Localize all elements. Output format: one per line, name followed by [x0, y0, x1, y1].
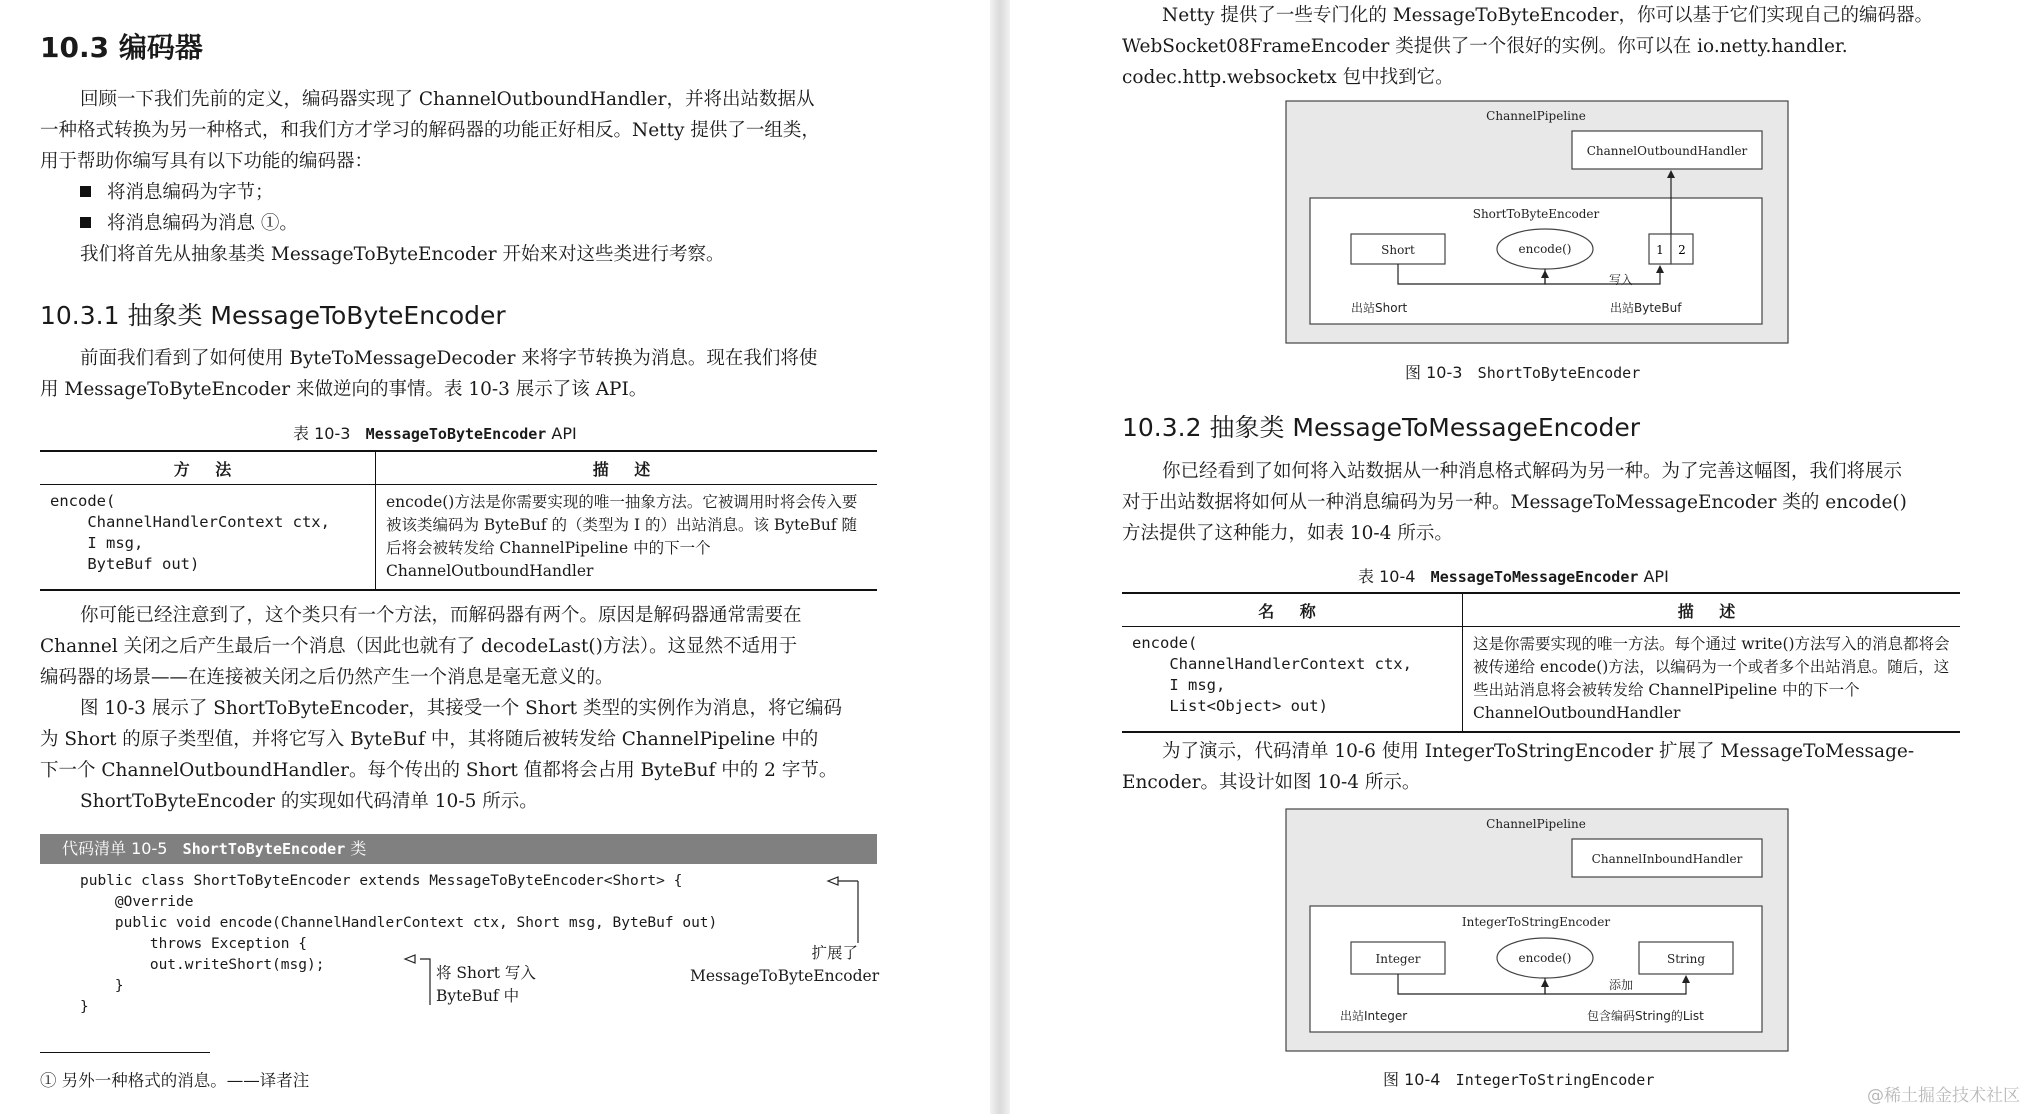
bullet-list [80, 177, 298, 239]
bullet-square-icon [80, 217, 91, 228]
para-line: codec.http.websocketx 包中找到它。 [1122, 67, 1454, 88]
bullet-item: 将消息编码为消息 ①。 [80, 208, 298, 239]
intro-paragraph [40, 84, 820, 177]
add-label: 添加 [1608, 978, 1634, 992]
para-line: 编码器的场景——在连接被关闭之后仍然产生一个消息是毫无意义的。 [40, 667, 614, 688]
subsection-paragraph [40, 343, 817, 405]
outbound-bytebuf-label: 出站ByteBuf [1610, 301, 1682, 315]
para-line: Netty 提供了一些专门化的 MessageToByteEncoder，你可以基于它们实现自己的编码器。 [1162, 5, 1933, 26]
table-row [1122, 627, 1960, 733]
annotation-extends: 扩展了 MessageToByteEncoder [690, 944, 880, 985]
table-row [40, 485, 877, 591]
para-line: 下一个 ChannelOutboundHandler。每个传出的 Short 值都将会占用 ByteBuf 中的 2 字节。 [40, 760, 838, 781]
figure-10-4-caption: 图 10-4 IntegerToStringEncoder [1383, 1070, 1655, 1089]
byte-2-label: 2 [1678, 243, 1686, 257]
para-line: 方法提供了这种能力，如表 10-4 所示。 [1122, 523, 1453, 544]
table-10-4-caption: 表 10-4 MessageToMessageEncoder API [1358, 567, 1669, 586]
inbound-handler-label: ChannelInboundHandler [1591, 852, 1743, 866]
para-line: 为 Short 的原子类型值，并将它写入 ByteBuf 中，其将随后被转发给 ChannelPipeline 中的 [40, 729, 819, 750]
figure-10-3-caption: 图 10-3 ShortToByteEncoder [1405, 363, 1641, 382]
intro-line-1: 回顾一下我们先前的定义，编码器实现了 ChannelOutboundHandler，并将出站数据从 [80, 89, 815, 110]
para-line: 为了演示，代码清单 10-6 使用 IntegerToStringEncoder 扩展了 MessageToMessage- [1162, 741, 1915, 762]
para-line: 你已经看到了如何将入站数据从一种消息格式解码为另一种。为了完善这幅图，我们将展示 [1162, 461, 1903, 482]
encoder-label: IntegerToStringEncoder [1461, 915, 1611, 929]
paragraph-figure-ref [40, 693, 842, 786]
short-label: Short [1381, 243, 1415, 257]
encode-method-label: encode() [1518, 951, 1572, 965]
paragraph-decoder-note [40, 600, 802, 693]
outbound-integer-label: 出站Integer [1340, 1009, 1408, 1023]
arrow-left-icon [828, 877, 838, 885]
table-10-3-caption: 表 10-3 MessageToByteEncoder API [293, 424, 577, 443]
outbound-short-label: 出站Short [1351, 301, 1408, 315]
encoded-string-list-label: 包含编码String的List [1587, 1009, 1704, 1023]
after-bullets-text: 我们将首先从抽象基类 MessageToByteEncoder 开始来对这些类进行考察。 [80, 244, 725, 265]
bullet-item: 将消息编码为字节； [80, 177, 298, 208]
annotation-write: 将 Short 写入 ByteBuf 中 [436, 964, 536, 1005]
write-label: 写入 [1608, 273, 1634, 287]
para-line: 用 MessageToByteEncoder 来做逆向的事情。表 10-3 展示了该 API。 [40, 379, 648, 400]
left-page [0, 0, 990, 1114]
pipeline-label: ChannelPipeline [1486, 109, 1586, 123]
table-cell-description: encode()方法是你需要实现的唯一抽象方法。它被调用时将会传入要被该类编码为 ByteBuf 的（类型为 I 的）出站消息。该 ByteBuf 随后将会被转发给 ChannelPipeline 中的下一个 ChannelOutboundHandler [376, 485, 878, 591]
table-cell-method: encode( ChannelHandlerContext ctx, I msg, ByteBuf out) [40, 485, 376, 591]
pipeline-label: ChannelPipeline [1486, 817, 1586, 831]
outbound-handler-label: ChannelOutboundHandler [1586, 144, 1748, 158]
table-10-3 [40, 450, 877, 591]
table-header-description: 描 述 [1463, 593, 1961, 627]
code-listing-title: 代码清单 10-5 ShortToByteEncoder 类 [40, 834, 877, 864]
encoder-label: ShortToByteEncoder [1472, 207, 1600, 221]
footnote-divider [40, 1052, 210, 1053]
encode-method-label: encode() [1518, 242, 1572, 256]
table-header-description: 描 述 [376, 451, 878, 485]
para-line: 图 10-3 展示了 ShortToByteEncoder，其接受一个 Short 类型的实例作为消息，将它编码 [80, 698, 842, 719]
para-line: 对于出站数据将如何从一种消息编码为另一种。MessageToMessageEncoder 类的 encode() [1122, 492, 1907, 513]
byte-1-label: 1 [1656, 243, 1664, 257]
para-line: 前面我们看到了如何使用 ByteToMessageDecoder 来将字节转换为消息。现在我们将使 [80, 348, 818, 369]
table-cell-description: 这是你需要实现的唯一方法。每个通过 write()方法写入的消息都将会被传递给 encode()方法，以编码为一个或者多个出站消息。随后，这些出站消息将会被转发给 ChannelPipeline 中的下一个 ChannelOutboundHandler [1463, 627, 1961, 733]
watermark: @稀土掘金技术社区 [1867, 1086, 2020, 1106]
paragraph-demo [1122, 736, 1914, 798]
para-line: 你可能已经注意到了，这个类只有一个方法，而解码器有两个。原因是解码器通常需要在 [80, 605, 802, 626]
table-cell-method: encode( ChannelHandlerContext ctx, I msg, List<Object> out) [1122, 627, 1463, 733]
subsection-title-1032: 10.3.2 抽象类 MessageToMessageEncoder [1122, 413, 1641, 442]
intro-line-3: 用于帮助你编写具有以下功能的编码器： [40, 151, 374, 172]
figure-10-3 [1285, 100, 1790, 345]
string-label: String [1666, 952, 1706, 966]
paragraph-listing-ref: ShortToByteEncoder 的实现如代码清单 10-5 所示。 [80, 791, 538, 812]
intro-line-2: 一种格式转换为另一种格式，和我们方才学习的解码器的功能正好相反。Netty 提供了一组类， [40, 120, 820, 141]
subsection-title-1031: 10.3.1 抽象类 MessageToByteEncoder [40, 301, 506, 330]
table-10-4 [1122, 592, 1960, 733]
table-header-method: 方 法 [40, 451, 376, 485]
integer-label: Integer [1375, 952, 1421, 966]
top-paragraph [1122, 0, 1933, 93]
para-line: Encoder。其设计如图 10-4 所示。 [1122, 772, 1421, 793]
section-title: 10.3 编码器 [40, 31, 203, 64]
page-gutter [990, 0, 1010, 1114]
bullet-square-icon [80, 186, 91, 197]
code-listing-body: public class ShortToByteEncoder extends MessageToByteEncoder<Short> { @Override public void encode(ChannelHandlerContext ctx, Short msg, ByteBuf out) throws Exception { out.writeShort(msg); } } [80, 873, 718, 1015]
right-page [1010, 0, 2032, 1114]
para-line: WebSocket08FrameEncoder 类提供了一个很好的实例。你可以在 io.netty.handler. [1122, 36, 1848, 57]
arrow-left-icon [405, 955, 415, 963]
para-line: Channel 关闭之后产生最后一个消息（因此也就有了 decodeLast()方法）。这显然不适用于 [40, 636, 798, 657]
footnote: ① 另外一种格式的消息。——译者注 [40, 1071, 310, 1090]
subsection-paragraph [1122, 456, 1907, 549]
figure-10-4 [1285, 808, 1790, 1053]
table-header-name: 名 称 [1122, 593, 1463, 627]
